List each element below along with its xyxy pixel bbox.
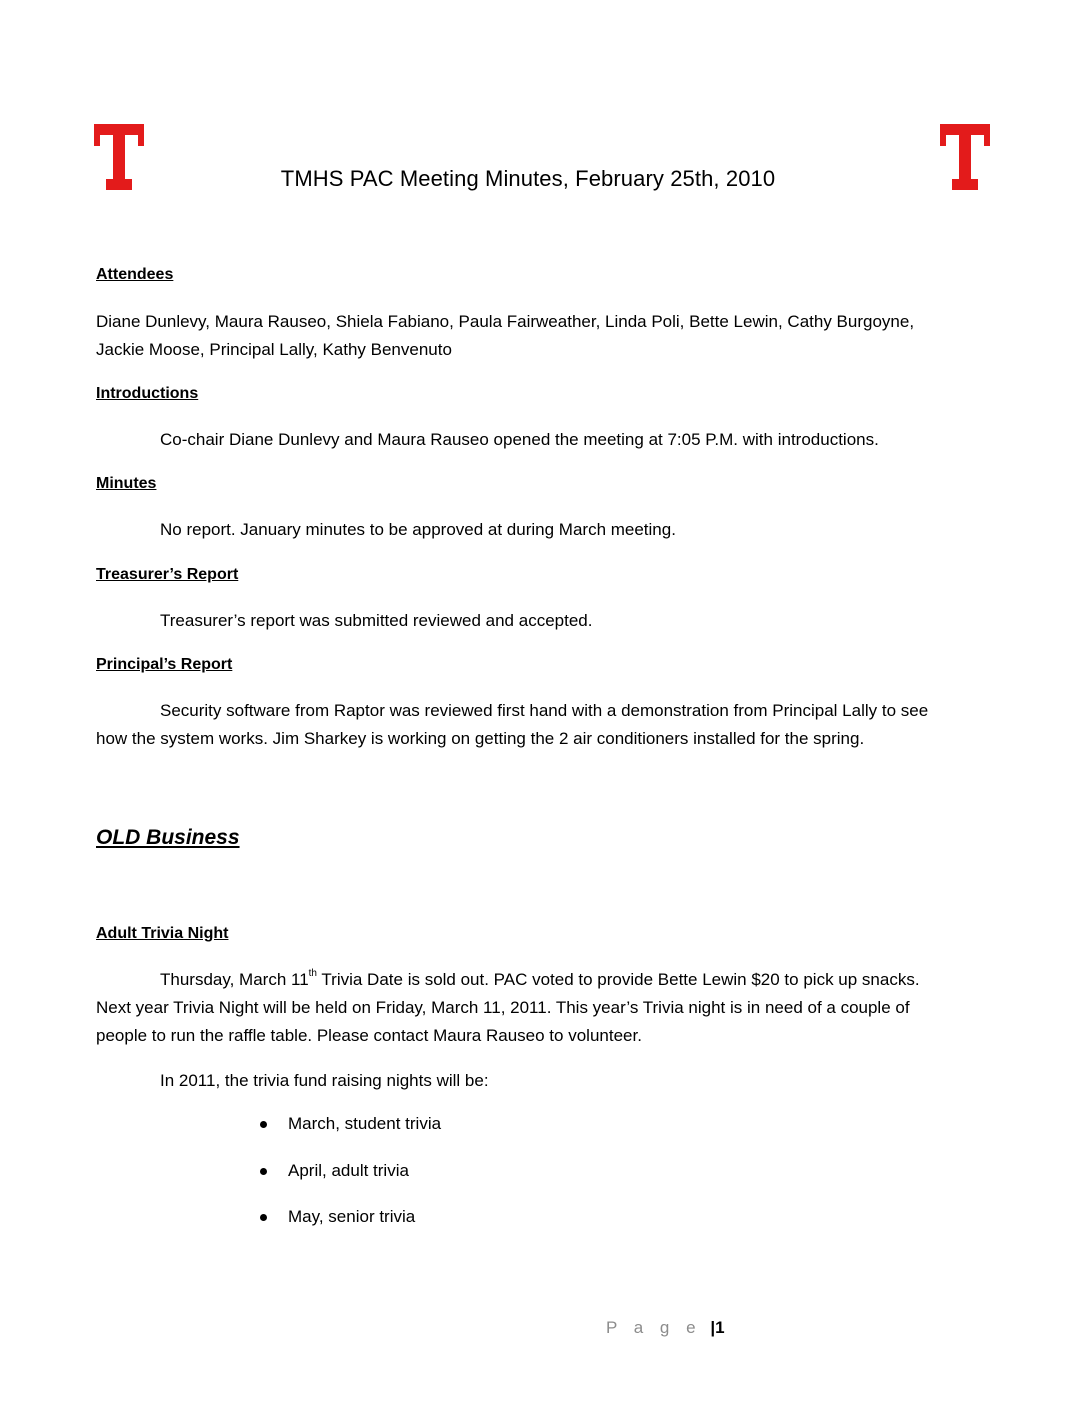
page-footer <box>606 1318 725 1338</box>
list-item: April, adult trivia <box>258 1157 441 1204</box>
principal-line-2: how the system works. Jim Sharkey is working on getting the 2 air conditioners installed for the spring. <box>96 729 865 748</box>
trivia-heading: Adult Trivia Night <box>96 925 229 942</box>
treasurer-text: Treasurer’s report was submitted reviewed and accepted. <box>160 611 593 630</box>
trivia-line-3: people to run the raffle table. Please contact Maura Rauseo to volunteer. <box>96 1026 642 1045</box>
treasurer-heading: Treasurer’s Report <box>96 566 239 583</box>
principal-line-1: Security software from Raptor was reviewed first hand with a demonstration from Principal Lally to see <box>160 701 929 720</box>
attendees-heading: Attendees <box>96 266 174 283</box>
attendees-list <box>96 308 996 364</box>
bullet-icon <box>260 1214 267 1221</box>
list-item: March, student trivia <box>258 1110 441 1157</box>
page-separator: | <box>710 1318 716 1337</box>
introductions-heading: Introductions <box>96 385 199 402</box>
attendees-line-1: Diane Dunlevy, Maura Rauseo, Shiela Fabiano, Paula Fairweather, Linda Poli, Bette Lewin, Cathy Burgoyne, <box>96 312 915 331</box>
minutes-heading: Minutes <box>96 475 157 492</box>
page-title: TMHS PAC Meeting Minutes, February 25th, 2010 <box>280 166 776 191</box>
bullet-icon <box>260 1168 267 1175</box>
trivia-line-2: Next year Trivia Night will be held on Friday, March 11, 2011. This year’s Trivia night is in need of a couple of <box>96 998 910 1017</box>
attendees-line-2: Jackie Moose, Principal Lally, Kathy Benvenuto <box>96 340 452 359</box>
page-label: P a g e <box>606 1318 702 1337</box>
principal-text <box>96 697 996 753</box>
trivia-text <box>96 966 996 1050</box>
trivia-line-1: Thursday, March 11th Trivia Date is sold out. PAC voted to provide Bette Lewin $20 to pick up snacks. <box>160 968 920 989</box>
page-number: 1 <box>715 1318 725 1337</box>
bullet-icon <box>260 1121 267 1128</box>
minutes-text: No report. January minutes to be approved at during March meeting. <box>160 520 676 539</box>
old-business-heading: OLD Business <box>96 826 240 849</box>
introductions-text: Co-chair Diane Dunlevy and Maura Rauseo opened the meeting at 7:05 P.M. with introductions. <box>160 430 879 449</box>
trivia-nights-list <box>258 1110 441 1250</box>
principal-heading: Principal’s Report <box>96 656 233 673</box>
t-logo-right <box>940 124 990 190</box>
list-item: May, senior trivia <box>258 1203 441 1250</box>
trivia-intro: In 2011, the trivia fund raising nights will be: <box>160 1071 489 1090</box>
